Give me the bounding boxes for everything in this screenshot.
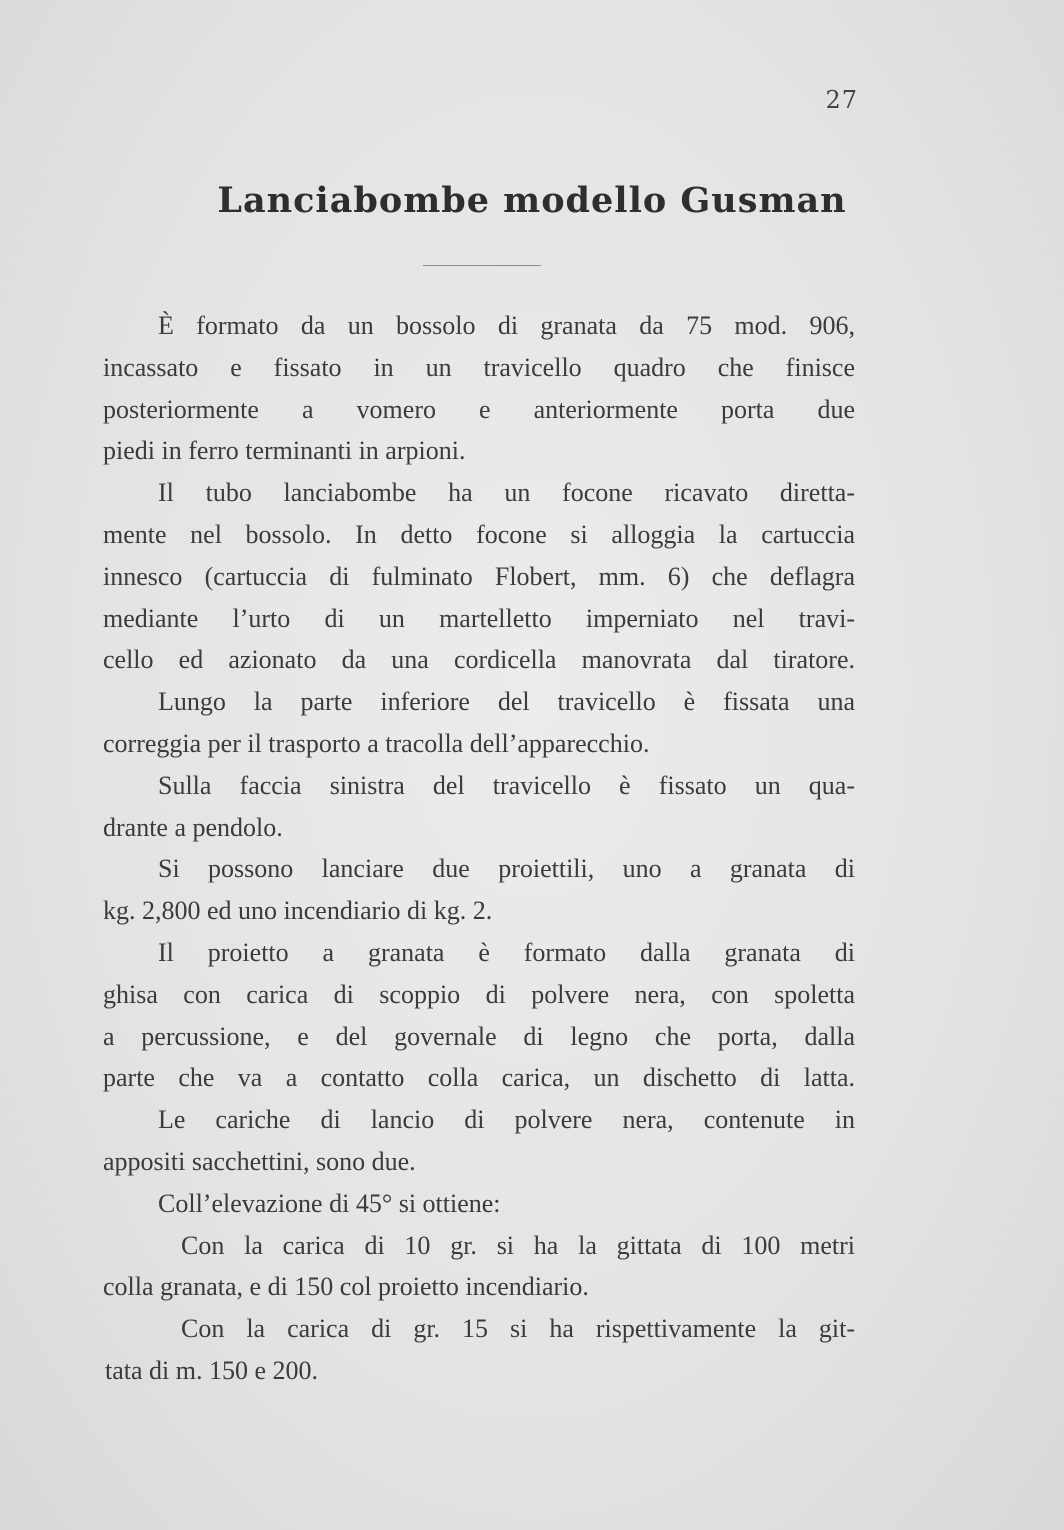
page-title: Lanciabombe modello Gusman — [217, 180, 847, 221]
text-line: correggia per il trasporto a tracolla dell’apparecchio. — [103, 728, 650, 758]
text-line: drante a pendolo. — [103, 812, 283, 842]
text-line: È formato da un bossolo di granata da 75 mod. 906, — [158, 311, 855, 340]
text-line: piedi in ferro terminanti in arpioni. — [103, 436, 466, 466]
text-line: Sulla faccia sinistra del travicello è fissato un qua- — [158, 770, 855, 800]
text-line: appositi sacchettini, sono due. — [103, 1146, 416, 1176]
text-line: parte che va a contatto colla carica, un dischetto di latta. — [103, 1063, 855, 1093]
text-line: posteriormente a vomero e anteriormente porta due — [103, 394, 855, 424]
text-line: Coll’elevazione di 45° si ottiene: — [158, 1188, 501, 1218]
text-line: a percussione, e del governale di legno che porta, dalla — [103, 1021, 855, 1051]
text-line: Con la carica di gr. 15 si ha rispettivamente la git- — [181, 1314, 855, 1344]
title-divider — [423, 265, 541, 266]
text-line: innesco (cartuccia di fulminato Flobert, mm. 6) che deflagra — [103, 561, 855, 591]
text-line: mente nel bossolo. In detto focone si alloggia la cartuccia — [103, 519, 855, 549]
text-line: Il proietto a granata è formato dalla granata di — [158, 937, 855, 967]
text-line: Il tubo lanciabombe ha un focone ricavato diretta- — [158, 478, 855, 508]
text-line: tata di m. 150 e 200. — [105, 1355, 319, 1385]
text-line: mediante l’urto di un martelletto imperniato nel travi- — [103, 603, 855, 633]
body-text — [103, 305, 855, 1392]
text-line: Con la carica di 10 gr. si ha la gittata di 100 metri — [181, 1230, 855, 1260]
text-line: cello ed azionato da una cordicella manovrata dal tiratore. — [103, 645, 855, 675]
page-number: 27 — [825, 86, 858, 114]
text-line: Si possono lanciare due proiettili, uno a granata di — [158, 854, 855, 884]
text-line: incassato e fissato in un travicello quadro che finisce — [103, 352, 855, 382]
text-line: kg. 2,800 ed uno incendiario di kg. 2. — [103, 896, 493, 926]
text-line: ghisa con carica di scoppio di polvere nera, con spoletta — [103, 979, 855, 1009]
text-line: Le cariche di lancio di polvere nera, contenute in — [158, 1105, 855, 1135]
text-line: colla granata, e di 150 col proietto incendiario. — [103, 1272, 589, 1302]
text-line: Lungo la parte inferiore del travicello è fissata una — [158, 687, 855, 717]
